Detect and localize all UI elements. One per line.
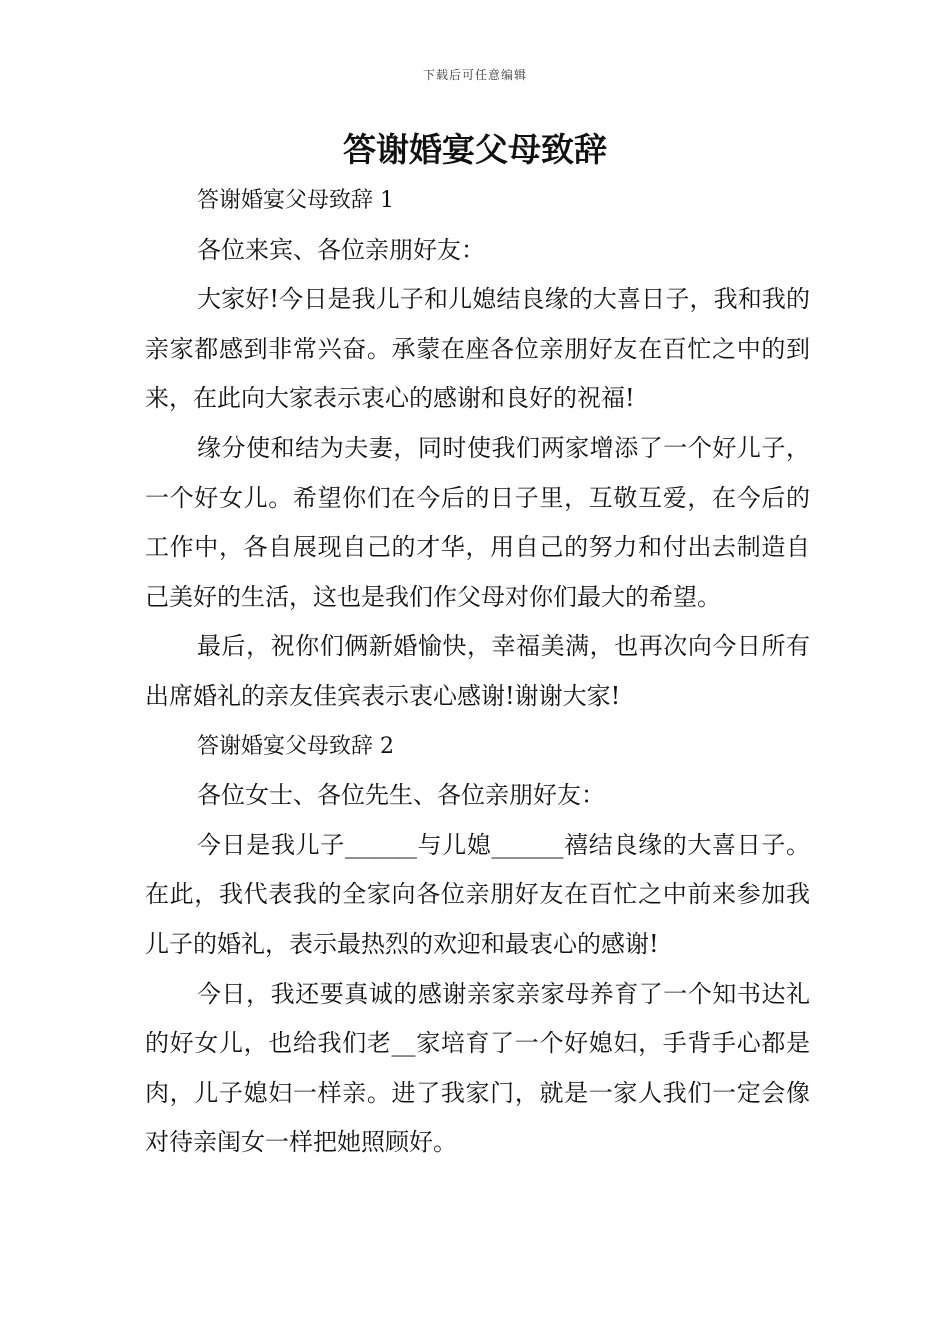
body-paragraph: 今日，我还要真诚的感谢亲家亲家母养育了一个知书达礼的好女儿，也给我们老__家培育了一个好媳妇，手背手心都是肉，儿子媳妇一样亲。进了我家门，就是一家人我们一定会像对待亲闺女一样把她照顾好。 bbox=[145, 979, 810, 1157]
body-paragraph: 今日是我儿子______与儿媳______禧结良缘的大喜日子。在此，我代表我的全家向各位亲朋好友在百忙之中前来参加我儿子的婚礼，表示最热烈的欢迎和最衷心的感谢! bbox=[145, 830, 810, 958]
body-paragraph: 大家好!今日是我儿子和儿媳结良缘的大喜日子，我和我的亲家都感到非常兴奋。承蒙在座各位亲朋好友在百忙之中的到来，在此向大家表示衷心的感谢和良好的祝福! bbox=[145, 285, 810, 413]
document-body bbox=[145, 176, 810, 1168]
section-heading: 答谢婚宴父母致辞 2 bbox=[197, 733, 394, 759]
body-paragraph: 缘分使和结为夫妻，同时使我们两家增添了一个好儿子，一个好女儿。希望你们在今后的日子里，互敬互爱，在今后的工作中，各自展现自己的才华，用自己的努力和付出去制造自己美好的生活，这也是我们作父母对你们最大的希望。 bbox=[145, 433, 810, 611]
body-paragraph: 各位女士、各位先生、各位亲朋好友： bbox=[197, 781, 605, 810]
document-title: 答谢婚宴父母致辞 bbox=[343, 130, 607, 169]
body-paragraph: 最后，祝你们俩新婚愉快，幸福美满，也再次向今日所有出席婚礼的亲友佳宾表示衷心感谢!谢谢大家! bbox=[145, 632, 810, 710]
section-heading: 答谢婚宴父母致辞 1 bbox=[197, 188, 394, 213]
header-note: 下载后可任意编辑 bbox=[422, 68, 527, 82]
body-paragraph: 各位来宾、各位亲朋好友： bbox=[197, 235, 485, 264]
